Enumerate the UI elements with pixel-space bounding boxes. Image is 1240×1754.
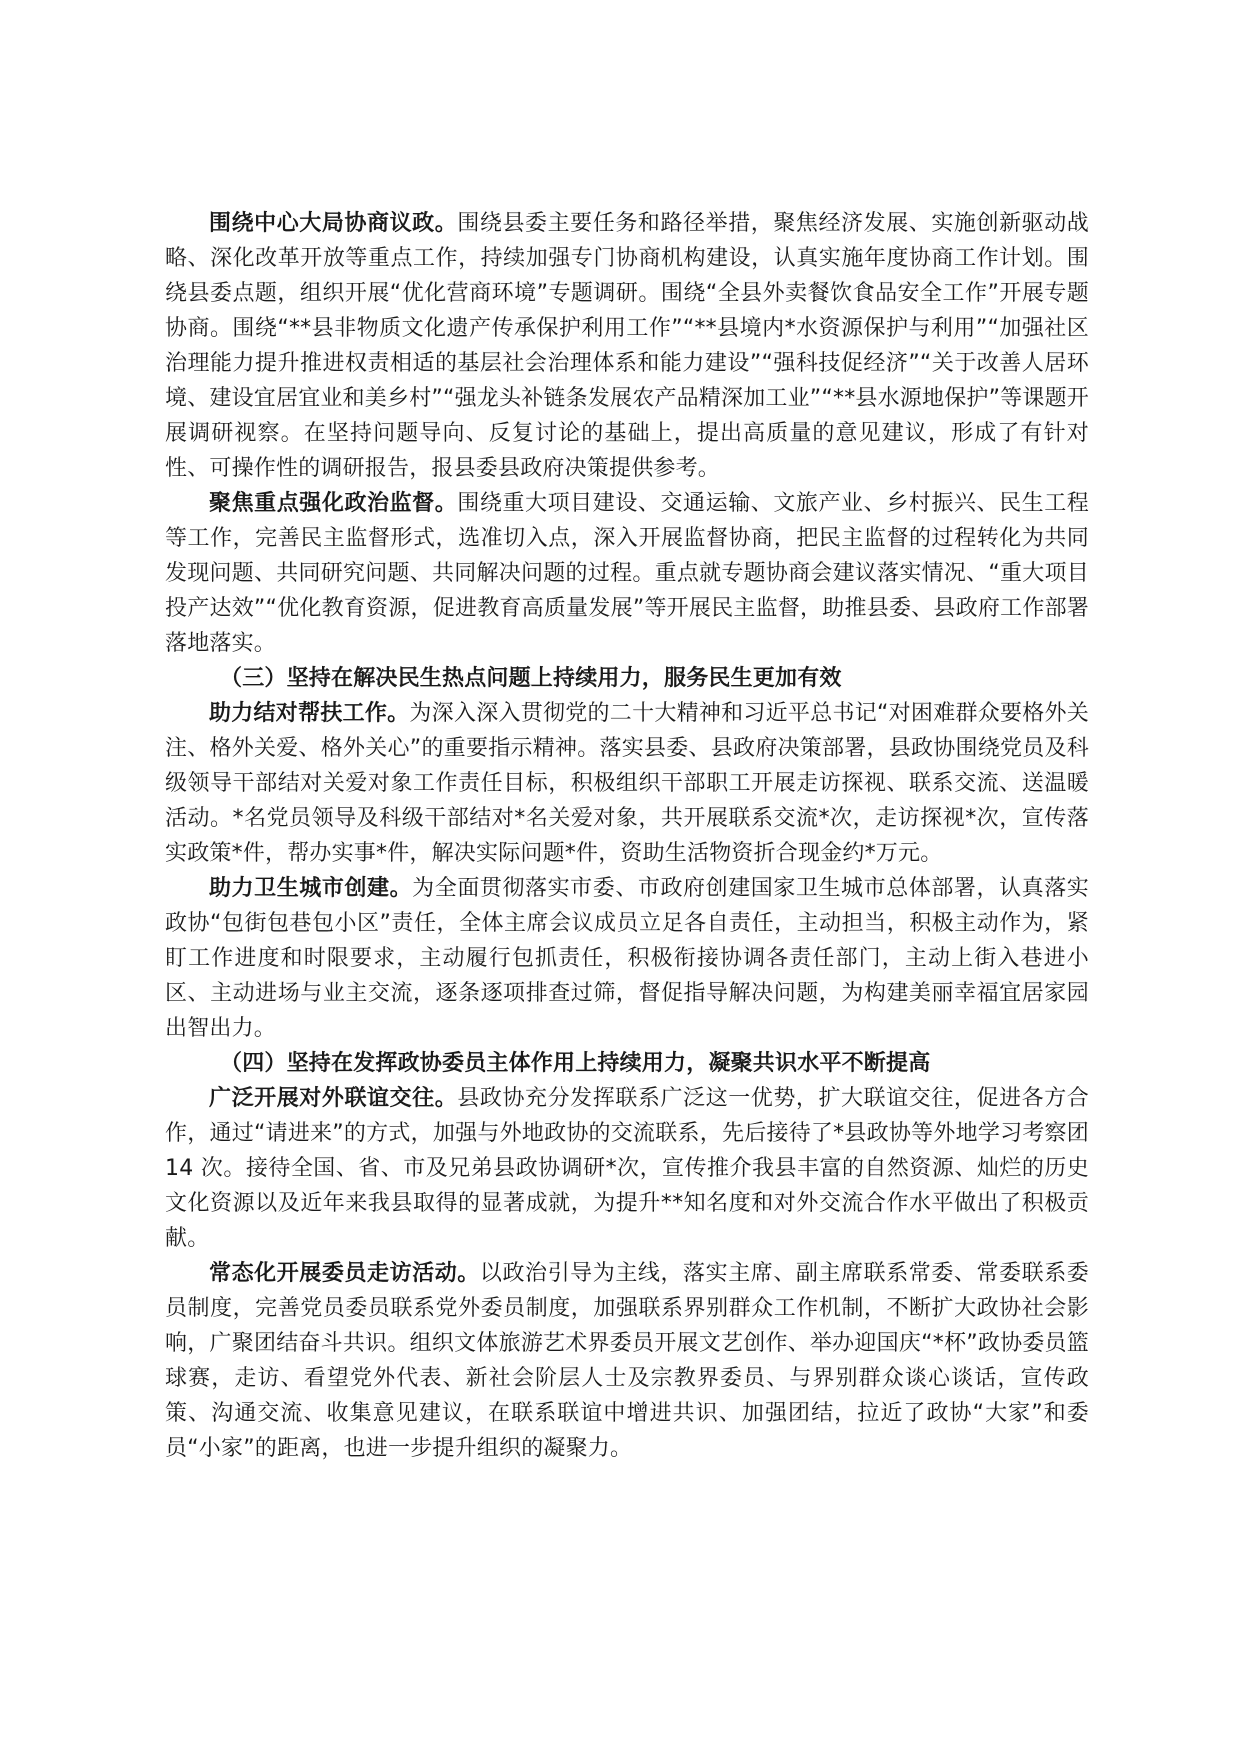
paragraph-body: 为深入深入贯彻党的二十大精神和习近平总书记“对困难群众要格外关注、格外关爱、格外关心”的重要指示精神。落实县委、县政府决策部署，县政协围绕党员及科级领导干部结对关爱对象工作责任目标，积极组织干部职工开展走访探视、联系交流、送温暖活动。*名党员领导及科级干部结对*名关爱对象，共开展联系交流*次，走访探视*次，宣传落实政策*件，帮办实事*件，解决实际问题*件，资助生活物资折合现金约*万元。 [165,701,1089,866]
paragraph-lead: 聚焦重点强化政治监督。 [209,491,458,516]
paragraph-exchange [165,1081,1089,1256]
paragraph-body: 围绕县委主要任务和路径举措，聚焦经济发展、实施创新驱动战略、深化改革开放等重点工作，持续加强专门协商机构建设，认真实施年度协商工作计划。围绕县委点题，组织开展“优化营商环境”专题调研。围绕“全县外卖餐饮食品安全工作”开展专题协商。围绕“**县非物质文化遗产传承保护利用工作”“**县境内*水资源保护与利用”“加强社区治理能力提升推进权责相适的基层社会治理体系和能力建设”“强科技促经济”“关于改善人居环境、建设宜居宜业和美乡村”“强龙头补链条发展农产品精深加工业”“**县水源地保护”等课题开展调研视察。在坚持问题导向、反复讨论的基础上，提出高质量的意见建议，形成了有针对性、可操作性的调研报告，报县委县政府决策提供参考。 [165,211,1089,481]
paragraph-body: 县政协充分发挥联系广泛这一优势，扩大联谊交往，促进各方合作，通过“请进来”的方式，加强与外地政协的交流联系，先后接待了*县政协等外地学习考察团 14 次。接待全国、省、市及兄弟县政协调研*次，宣传推介我县丰富的自然资源、灿烂的历史文化资源以及近年来我县取得的显著成就，为提升**知名度和对外交流合作水平做出了积极贡献。 [165,1086,1089,1251]
paragraph-body: 为全面贯彻落实市委、市政府创建国家卫生城市总体部署，认真落实政协“包街包巷包小区”责任，全体主席会议成员立足各自责任，主动担当，积极主动作为，紧盯工作进度和时限要求，主动履行包抓责任，积极衔接协调各责任部门，主动上街入巷进小区、主动进场与业主交流，逐条逐项排查过筛，督促指导解决问题，为构建美丽幸福宜居家园出智出力。 [165,876,1089,1041]
paragraph-lead: 助力结对帮扶工作。 [209,701,410,726]
paragraph-lead: 助力卫生城市创建。 [209,876,413,901]
paragraph-consultation [165,206,1089,486]
paragraph-lead: 围绕中心大局协商议政。 [209,211,458,236]
paragraph-body: 以政治引导为主线，落实主席、副主席联系常委、常委联系委员制度，完善党员委员联系党外委员制度，加强联系界别群众工作机制，不断扩大政协社会影响，广聚团结奋斗共识。组织文体旅游艺术界委员开展文艺创作、举办迎国庆“*杯”政协委员篮球赛，走访、看望党外代表、新社会阶层人士及宗教界委员、与界别群众谈心谈话，宣传政策、沟通交流、收集意见建议，在联系联谊中增进共识、加强团结，拉近了政协“大家”和委员“小家”的距离，也进一步提升组织的凝聚力。 [165,1261,1089,1461]
paragraph-lead: 广泛开展对外联谊交往。 [209,1086,458,1111]
paragraph-visits [165,1256,1089,1466]
paragraph-lead: 常态化开展委员走访活动。 [209,1261,480,1286]
section-heading-4: （四）坚持在发挥政协委员主体作用上持续用力，凝聚共识水平不断提高 [220,1051,931,1076]
section-heading-3: （三）坚持在解决民生热点问题上持续用力，服务民生更加有效 [220,666,842,691]
paragraph-supervision [165,486,1089,661]
paragraph-assistance [165,696,1089,871]
document-page [165,206,1089,1466]
paragraph-sanitation [165,871,1089,1046]
paragraph-body: 围绕重大项目建设、交通运输、文旅产业、乡村振兴、民生工程等工作，完善民主监督形式，选准切入点，深入开展监督协商，把民主监督的过程转化为共同发现问题、共同研究问题、共同解决问题的过程。重点就专题协商会建议落实情况、“重大项目投产达效”“优化教育资源，促进教育高质量发展”等开展民主监督，助推县委、县政府工作部署落地落实。 [165,491,1089,656]
